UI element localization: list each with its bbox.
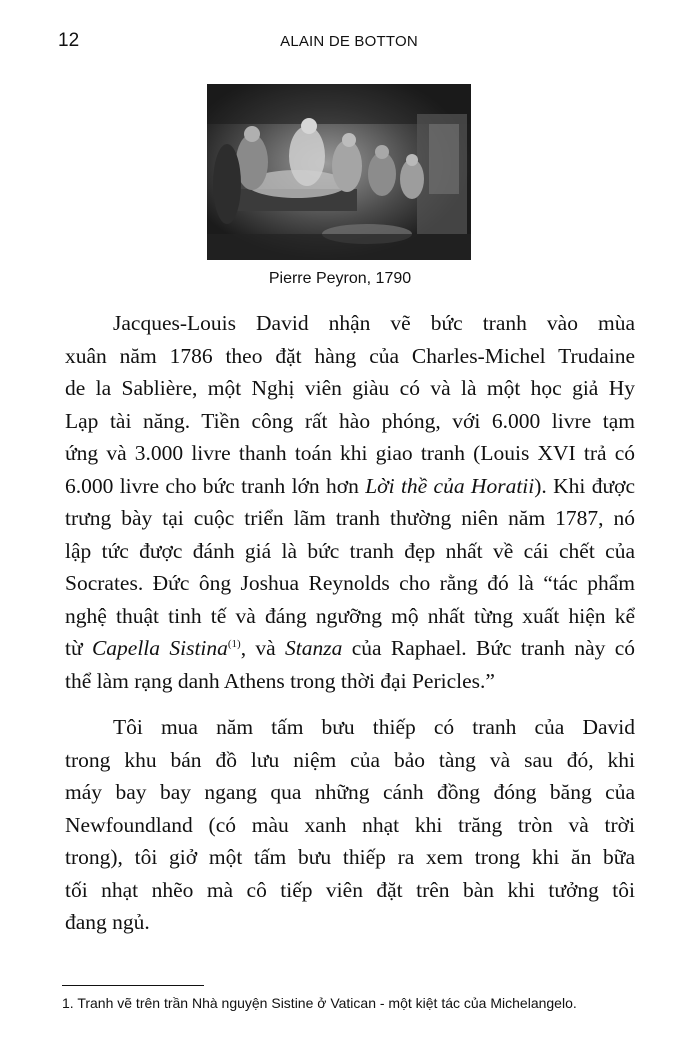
- running-head: ALAIN DE BOTTON: [280, 33, 418, 50]
- footnote: 1. Tranh vẽ trên trần Nhà nguyện Sistine ở Vatican - một kiệt tác của Michelangelo.: [62, 995, 577, 1011]
- text-line: đang ngủ.: [65, 910, 150, 934]
- text-line: de la Sablière, một Nghị viên giàu có và là một học giả Hy: [65, 376, 635, 400]
- text-line: Jacques-Louis David nhận vẽ bức tranh vào mùa: [113, 311, 635, 335]
- figure-caption: Pierre Peyron, 1790: [268, 270, 412, 287]
- text-line: trong), tôi giở một tấm bưu thiếp ra xem trong khi ăn bữa: [65, 845, 635, 869]
- italic-title: Lời thề của Horatii: [365, 473, 535, 498]
- text-segment: ). Khi được: [534, 473, 636, 498]
- text-segment: từ: [65, 636, 92, 660]
- page-header: [58, 30, 640, 54]
- text-line: Newfoundland (có màu xanh nhạt khi trăng tròn và trời: [65, 812, 635, 837]
- text-line: Lạp tài năng. Tiền công rất hào phóng, với 6.000 livre tạm: [65, 408, 635, 433]
- footnote-divider: [62, 985, 204, 986]
- footnote-marker: (1): [227, 637, 241, 650]
- text-line: trong khu bán đồ lưu niệm của bảo tàng và sau đó, khi: [65, 747, 635, 772]
- italic-title: Stanza: [285, 636, 343, 660]
- page-number: 12: [58, 30, 80, 51]
- text-line: tối nhạt nhẽo mà cô tiếp viên đặt trên bàn khi tưởng tôi: [65, 877, 635, 902]
- text-line-with-footnote: [65, 632, 635, 665]
- paragraph-1: [65, 307, 635, 697]
- text-line: ứng và 3.000 livre thanh toán khi giao tranh (Louis XVI trả có: [65, 441, 635, 465]
- text-line: thể làm rạng danh Athens trong thời đại Pericles.”: [65, 668, 495, 693]
- text-line: lập tức được đánh giá là bức tranh đẹp nhất về cái chết của: [65, 538, 635, 563]
- text-line: xuân năm 1786 theo đặt hàng của Charles-Michel Trudaine: [65, 343, 635, 368]
- text-segment: , và: [240, 636, 286, 660]
- text-segment: 6.000 livre cho bức tranh lớn hơn: [65, 473, 366, 498]
- italic-title: Capella Sistina: [91, 636, 228, 660]
- text-segment: của Raphael. Bức tranh này có: [342, 636, 635, 660]
- text-line: Tôi mua năm tấm bưu thiếp có tranh của David: [113, 715, 635, 739]
- text-line: máy bay bay ngang qua những cánh đồng đóng băng của: [65, 780, 635, 804]
- text-line: trưng bày tại cuộc triển lãm tranh thường niên năm 1787, nó: [65, 506, 635, 530]
- text-line: Socrates. Đức ông Joshua Reynolds cho rằng đó là “tác phẩm: [65, 571, 635, 595]
- text-line: nghệ thuật tinh tế và đáng ngưỡng mộ nhất từng xuất hiện kể: [65, 603, 635, 628]
- painting-image: [207, 84, 471, 260]
- painting-illustration: [207, 84, 471, 260]
- paragraph-2: [65, 711, 635, 939]
- text-line-with-title: [65, 470, 635, 503]
